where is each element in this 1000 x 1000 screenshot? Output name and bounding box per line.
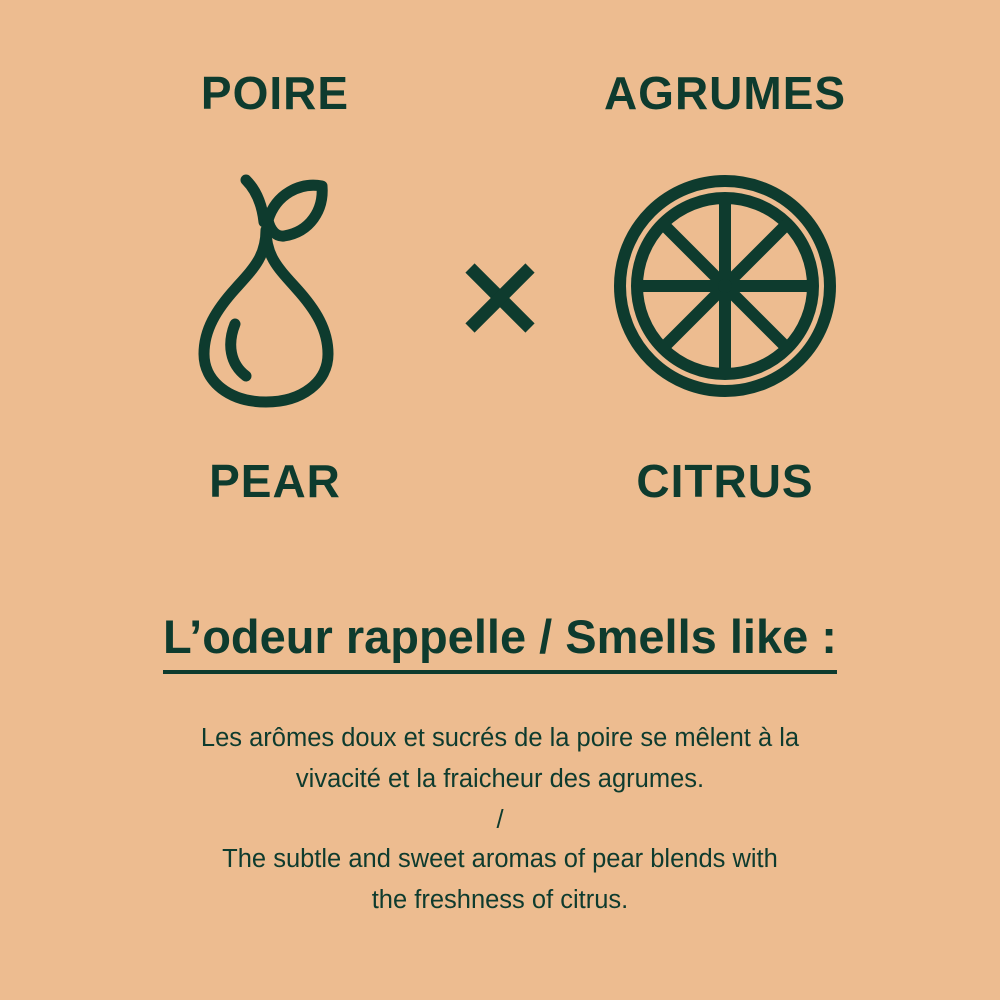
description-heading: L’odeur rappelle / Smells like : — [163, 610, 837, 674]
description-fr-line-2: vivacité et la fraicheur des agrumes. — [295, 765, 705, 794]
pear-label-en: PEAR — [209, 455, 341, 507]
cross-icon — [440, 70, 560, 336]
ingredient-pear — [110, 67, 440, 507]
citrus-label-en: CITRUS — [636, 455, 814, 507]
ingredient-citrus — [560, 67, 890, 507]
description-en-line-1: The subtle and sweet aromas of pear blends with — [222, 844, 778, 873]
ingredient-pairing — [0, 67, 1000, 570]
description-en-line-2: the freshness of citrus. — [371, 886, 629, 915]
description-separator: / — [496, 805, 504, 834]
description-block — [0, 610, 1000, 921]
pear-label-fr: POIRE — [200, 67, 350, 119]
citrus-slice-icon — [595, 156, 855, 416]
description-body — [0, 718, 1000, 921]
description-fr-line-1: Les arômes doux et sucrés de la poire se mêlent à la — [200, 724, 800, 753]
pear-icon — [145, 156, 405, 416]
citrus-label-fr: AGRUMES — [603, 67, 847, 119]
